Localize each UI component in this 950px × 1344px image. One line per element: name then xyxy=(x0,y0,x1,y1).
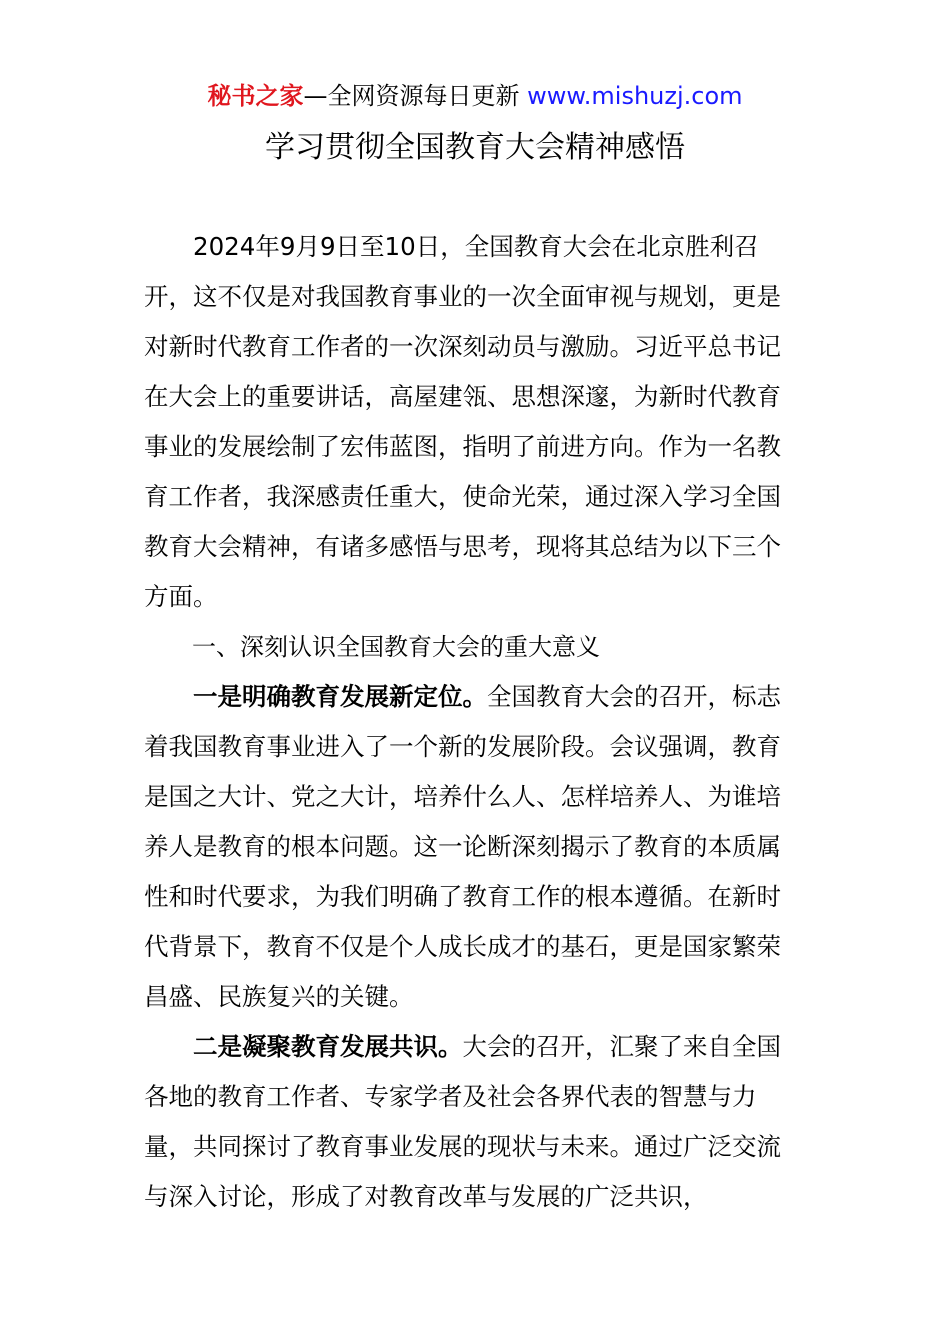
point-two-body: 大会的召开，汇聚了来自全国各地的教育工作者、专家学者及社会各界代表的智慧与力量，共同探讨了教育事业发展的现状与未来。通过广泛交流与深入讨论，形成了对教育改革与发展的广泛共识， xyxy=(144,1032,781,1211)
point-one-body: 全国教育大会的召开，标志着我国教育事业进入了一个新的发展阶段。会议强调，教育是国之大计、党之大计，培养什么人、怎样培养人、为谁培养人是教育的根本问题。这一论断深刻揭示了教育的本质属性和时代要求，为我们明确了教育工作的根本遵循。在新时代背景下，教育不仅是个人成长成才的基石，更是国家繁荣昌盛、民族复兴的关键。 xyxy=(144,682,781,1011)
point-two-lead: 二是凝聚教育发展共识。 xyxy=(193,1032,463,1061)
site-header xyxy=(0,80,950,112)
document-title: 学习贯彻全国教育大会精神感悟 xyxy=(265,130,685,165)
point-one-lead: 一是明确教育发展新定位。 xyxy=(193,682,487,711)
site-url[interactable]: www.mishuzj.com xyxy=(527,82,743,110)
document-body xyxy=(144,222,804,1222)
point-one-paragraph xyxy=(144,672,804,1022)
brand-name: 秘书之家 xyxy=(207,82,304,110)
intro-paragraph: 2024年9月9日至10日，全国教育大会在北京胜利召开，这不仅是对我国教育事业的一次全面审视与规划，更是对新时代教育工作者的一次深刻动员与激励。习近平总书记在大会上的重要讲话，高屋建瓴、思想深邃，为新时代教育事业的发展绘制了宏伟蓝图，指明了前进方向。作为一名教育工作者，我深感责任重大，使命光荣，通过深入学习全国教育大会精神，有诸多感悟与思考，现将其总结为以下三个方面。 xyxy=(144,232,781,611)
point-two-paragraph xyxy=(144,1022,804,1222)
header-slogan: —全网资源每日更新 xyxy=(303,82,520,110)
section-heading: 一、深刻认识全国教育大会的重大意义 xyxy=(192,633,600,661)
